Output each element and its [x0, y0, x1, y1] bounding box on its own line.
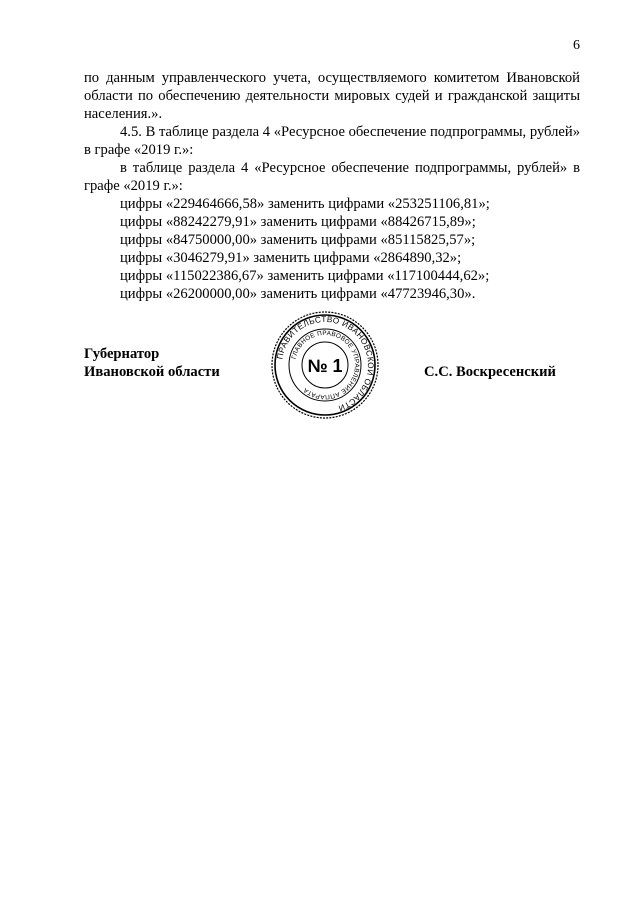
- signer-name: С.С. Воскресенский: [424, 364, 556, 380]
- signature-block: [84, 345, 220, 381]
- replacement-line-2: цифры «88242279,91» заменить цифрами «88426715,89»;: [120, 214, 476, 230]
- seal-ring-text: ПРАВИТЕЛЬСТВО ИВАНОВСКОЙ ОБЛАСТИ: [275, 314, 376, 413]
- signer-title-line-1: Губернатор: [84, 346, 160, 362]
- paragraph-4-5: 4.5. В таблице раздела 4 «Ресурсное обеспечение подпрограммы, рублей» в графе «2019 г.»:: [84, 124, 580, 158]
- paragraph-table-section: в таблице раздела 4 «Ресурсное обеспечение подпрограммы, рублей» в графе «2019 г.»:: [84, 160, 580, 194]
- replacement-line-3: цифры «84750000,00» заменить цифрами «85115825,57»;: [120, 232, 476, 248]
- official-seal-icon: [270, 310, 380, 420]
- replacement-line-5: цифры «115022386,67» заменить цифрами «117100444,62»;: [120, 268, 490, 284]
- signer-title-line-2: Ивановской области: [84, 364, 220, 380]
- replacement-line-6: цифры «26200000,00» заменить цифрами «47723946,30».: [120, 286, 476, 302]
- document-body: [84, 69, 580, 303]
- page-number: 6: [573, 38, 580, 53]
- seal-number: № 1: [307, 356, 343, 376]
- paragraph-continuation: по данным управленческого учета, осуществляемого комитетом Ивановской области по обеспечению деятельности мировых судей и гражданской защиты населения.».: [84, 70, 580, 122]
- replacement-line-1: цифры «229464666,58» заменить цифрами «253251106,81»;: [120, 196, 490, 212]
- replacement-line-4: цифры «3046279,91» заменить цифрами «2864890,32»;: [120, 250, 462, 266]
- seal-inner-text: ГЛАВНОЕ ПРАВОВОЕ УПРАВЛЕНИЕ АППАРАТА: [290, 329, 361, 401]
